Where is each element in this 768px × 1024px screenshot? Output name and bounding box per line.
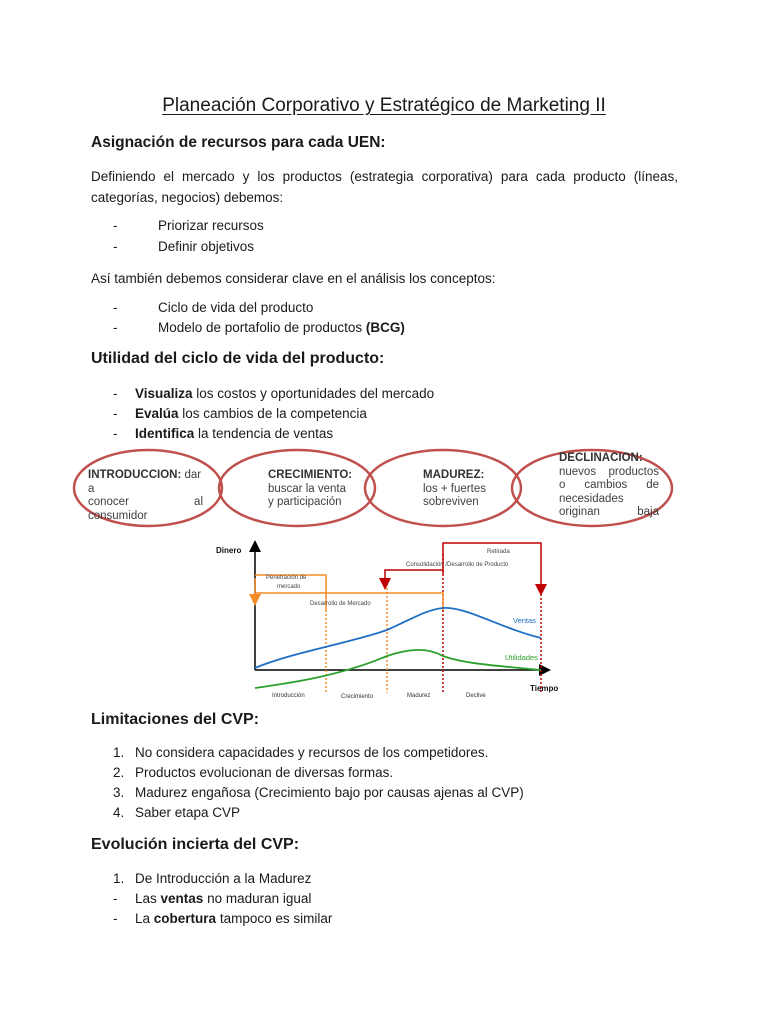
list-item: - Modelo de portafolio de productos (BCG): [113, 320, 405, 335]
heading-utilidad: Utilidad del ciclo de vida del producto:: [91, 350, 385, 367]
list-item: 1. No considera capacidades y recursos de los competidores.: [113, 745, 489, 760]
bracket-penetracion-label: Penetración de: [266, 575, 307, 581]
list-item: - Visualiza los costos y oportunidades del mercado: [113, 386, 435, 401]
x-axis-label: Tiempo: [530, 684, 559, 693]
heading-evolucion: Evolución incierta del CVP:: [91, 836, 300, 853]
stage-declinacion-text: DECLINACIÓN: nuevos productos o cambios de necesidades originan baja: [559, 452, 659, 518]
list-item: 4. Saber etapa CVP: [113, 805, 241, 820]
list-item: 2. Productos evolucionan de diversas formas.: [113, 765, 394, 780]
list-item: - Priorizar recursos: [113, 218, 264, 233]
series-ventas-line: [255, 608, 541, 668]
list-item: - La cobertura tampoco es similar: [113, 911, 333, 926]
phase-label-declive: Declive: [466, 693, 486, 699]
product-life-cycle-chart: [200, 538, 560, 706]
stage-crecimiento-text: CRECIMIENTO: buscar la venta y participación: [268, 469, 353, 508]
stage-introduccion-text: INTRODUCCIÓN: dar a conocer al consumidor: [88, 469, 203, 522]
phase-label-madurez: Madurez: [407, 693, 431, 699]
phase-label-introduccion: Introducción: [272, 693, 305, 699]
page-title: Planeación Corporativo y Estratégico de Marketing II: [162, 95, 606, 116]
bracket-desarrollo-label: Desarrollo de Mercado: [310, 601, 371, 607]
bracket-penetracion-label: mercado: [277, 584, 301, 590]
phase-label-crecimiento: Crecimiento: [341, 694, 374, 700]
series-ventas-label: Ventas: [513, 616, 536, 625]
stage-madurez-text: MADUREZ: los + fuertes sobreviven: [423, 469, 486, 508]
list-item: - Evalúa los cambios de la competencia: [113, 406, 367, 421]
bracket-retirada-label: Retirada: [487, 549, 510, 555]
list-item: 3. Madurez engañosa (Crecimiento bajo por causas ajenas al CVP): [113, 785, 524, 800]
list-item: - Identifica la tendencia de ventas: [113, 426, 334, 441]
y-axis-label: Dinero: [216, 546, 242, 555]
paragraph-definiendo: Definiendo el mercado y los productos (estrategia corporativa) para cada producto (líneas, categorías, negocios) debemos:: [91, 169, 678, 205]
list-item: 1. De Introducción a la Madurez: [113, 871, 312, 886]
heading-asignacion: Asignación de recursos para cada UEN:: [91, 134, 386, 151]
series-utilidades-label: Utilidades: [505, 653, 538, 662]
bracket-consolidacion-label: Consolidación /Desarrollo de Producto: [406, 562, 509, 568]
series-utilidades-line: [255, 650, 541, 688]
list-item: - Ciclo de vida del producto: [113, 300, 314, 315]
list-item: - Las ventas no maduran igual: [113, 891, 312, 906]
heading-limitaciones: Limitaciones del CVP:: [91, 711, 260, 728]
list-item: - Definir objetivos: [113, 239, 255, 254]
paragraph-asi-tambien: Así también debemos considerar clave en el análisis los conceptos:: [91, 271, 496, 286]
bracket-consolidacion: [385, 570, 443, 584]
